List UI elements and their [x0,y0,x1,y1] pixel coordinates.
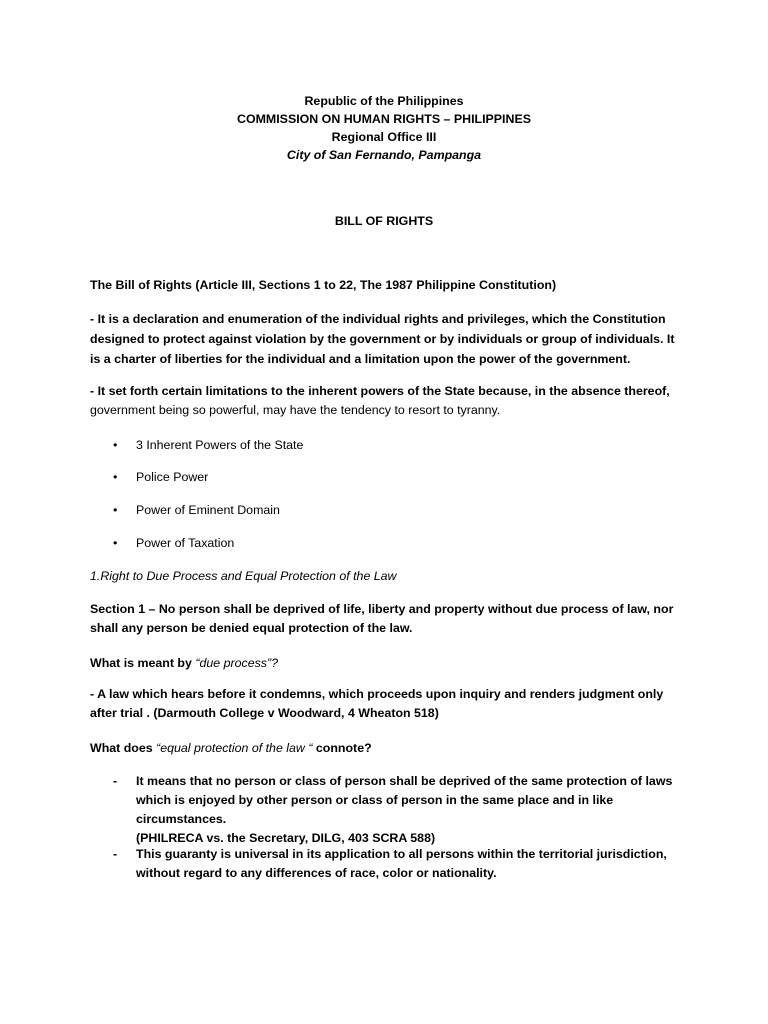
paragraph-limitations-lead: - It set forth certain limitations to the inherent powers of the State because, in the absence thereof, [90,384,670,398]
paragraph-limitations-cont: government being so powerful, may have the tendency to resort to tyranny. [90,403,501,417]
question-2-lead: What does [90,741,157,755]
dash-item-1-line: It means that no person or class of person shall be deprived of the same protection of laws [136,774,673,788]
bullet-marker: • [113,536,118,550]
header-republic: Republic of the Philippines [304,94,464,108]
header-city: City of San Fernando, Pampanga [286,148,482,162]
paragraph-declaration: - It is a declaration and enumeration of the individual rights and privileges, which the Constitution designed to protect against violation by the government or by individuals or group of individuals. It is a charter of liberties for the individual and a limitation upon the power of the government. [90,312,675,366]
answer-due-process [90,685,680,723]
section-1-equal-protection: equal protection of the law. [252,621,413,635]
dash-item-equal-protection-meaning [136,772,696,848]
section-1-part-c: , nor [646,602,674,616]
answer-1-line2: after trial . (Darmouth College v Woodward, 4 Wheaton 518) [90,706,439,720]
bullet-marker: • [113,438,118,452]
bullet-item: Police Power [136,470,209,484]
question-equal-protection [90,739,680,758]
header-regional-office: Regional Office III [331,130,437,144]
question-1-lead: What is meant by [90,656,196,670]
question-2-tail: connote? [312,741,372,755]
document-title: BILL OF RIGHTS [334,214,434,228]
dash-marker: - [113,847,118,861]
dash-item-1-line: (PHILRECA vs. the Secretary, DILG, 403 SCRA 588) [136,831,436,845]
section-1-part-a: Section 1 – No person shall be deprived of life, liberty and property without [90,602,536,616]
header-commission: COMMISSION ON HUMAN RIGHTS – PHILIPPINES [237,112,531,126]
bullet-marker: • [113,470,118,484]
bullet-item: Power of Eminent Domain [136,503,280,517]
question-2-term: “equal protection of the law “ [156,741,313,755]
question-due-process [90,654,680,673]
section-1-text [90,600,680,638]
section-1-due-process: due process of law [535,602,647,616]
paragraph-limitations [90,382,680,420]
answer-1-line1: - A law which hears before it condemns, which proceeds upon inquiry and renders judgment only [90,687,664,701]
dash-item-2-line: This guaranty is universal in its application to all persons within the territorial jurisdiction, [136,847,667,861]
section-heading: The Bill of Rights (Article III, Sections 1 to 22, The 1987 Philippine Constitution) [90,278,557,292]
bullet-item: 3 Inherent Powers of the State [136,438,304,452]
bullet-marker: • [113,503,118,517]
dash-marker: - [113,774,118,788]
right-heading: 1.Right to Due Process and Equal Protection of the Law [90,569,397,583]
dash-item-2-line: without regard to any differences of race, color or nationality. [136,866,497,880]
dash-item-1-line: which is enjoyed by other person or class of person in the same place and in like circumstances. [136,793,614,826]
question-1-term: “due process”? [195,656,278,670]
dash-item-universal-guaranty [136,845,696,883]
bullet-item: Power of Taxation [136,536,235,550]
section-1-part-d: shall any person be denied [90,621,253,635]
